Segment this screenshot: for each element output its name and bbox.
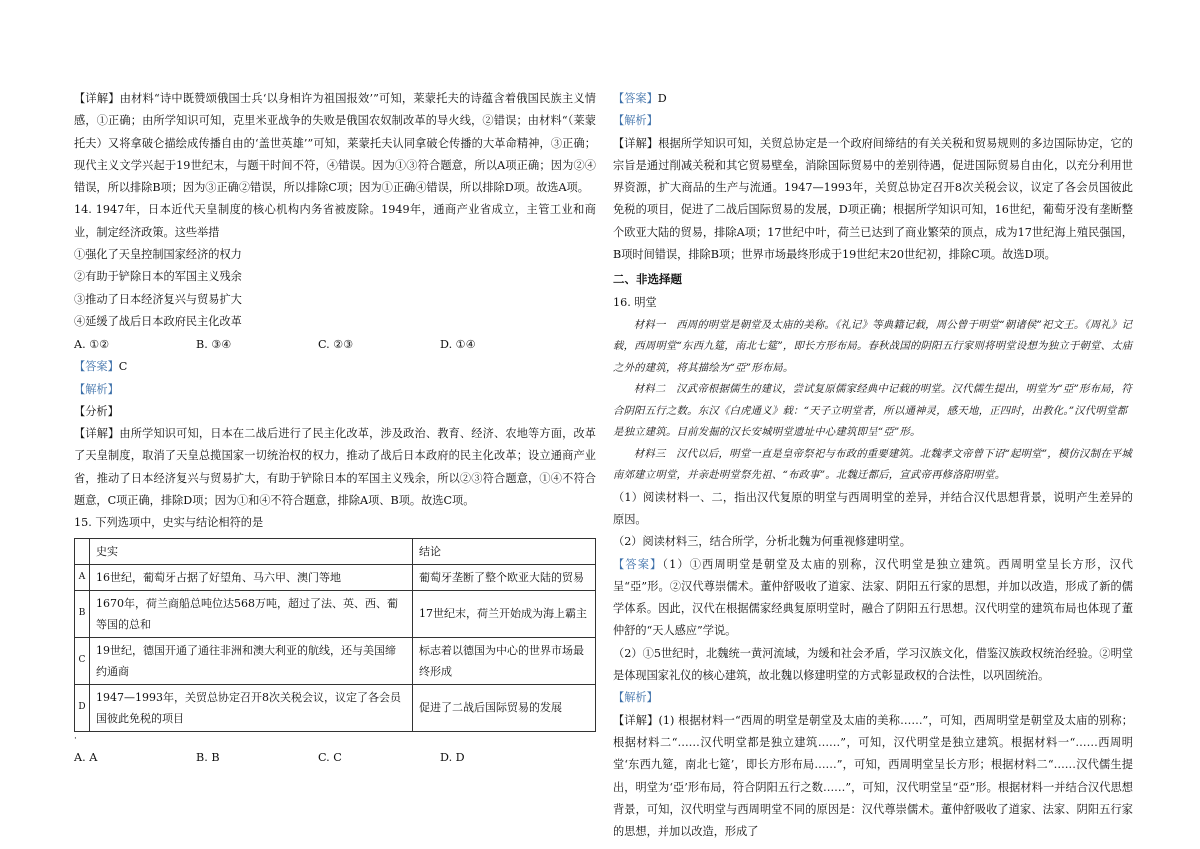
row-conclusion: 葡萄牙垄断了整个欧亚大陆的贸易: [413, 564, 596, 590]
q16-answer-2: （2）①5世纪时，北魏统一黄河流域，为缓和社会矛盾，学习汉族文化，借鉴汉族政权统治经验。②明堂是体现国家礼仪的核心建筑，故北魏以修建明堂的方式彰显政权的合法性，以巩固统治。: [613, 646, 1133, 683]
table-row: [75, 564, 596, 590]
section-title: 二、非选择题: [613, 272, 682, 287]
q14-answer: [74, 356, 596, 378]
q14-option-d: D. ①④: [440, 338, 476, 352]
answer-text-1: （1）①西周明堂是朝堂及太庙的别称，汉代明堂是独立建筑。西周明堂呈长方形，汉代呈“亞”形。②汉代尊崇儒术。董仲舒吸收了道家、法家、阴阳五行家的思想，并加以改造，形成了新的儒学体系。因此，汉代在根据儒家经典复原明堂时，融合了阴阳五行思想。汉代明堂的建筑布局也体现了董仲舒的“天人感应”学说。: [613, 557, 1133, 638]
answer-value: D: [657, 92, 667, 105]
q14-option-c: C. ②③: [318, 338, 354, 352]
q15-detail: 【详解】根据所学知识可知，关贸总协定是一个政府间缔结的有关关税和贸易规则的多边国际协定，它的宗旨是通过削减关税和其它贸易壁垒，消除国际贸易中的差别待遇，促进国际贸易自由化，以充分利用世界资源，扩大商品的生产与流通。1947—1993年，关贸总协定召开8次关税会议，议定了各会员国彼此免税的项目，促进了二战后国际贸易的发展，D项正确；根据所学知识可知，16世纪，葡萄牙没有垄断整个欧亚大陆的贸易，排除A项；17世纪中叶，荷兰已达到了商业繁荣的顶点，成为17世纪海上殖民强国，B项时间错误，排除B项；世界市场最终形成于19世纪末20世纪初，排除C项。故选D项。: [613, 136, 1133, 262]
q14-options: [74, 333, 596, 356]
q16-analysis-tag: [613, 687, 1133, 709]
row-fact: 1670年，荷兰商船总吨位达568万吨，超过了法、英、西、葡等国的总和: [90, 590, 413, 637]
q15-option-a: A. A: [74, 750, 98, 764]
q14-item-1: ①强化了天皇控制国家经济的权力: [74, 248, 242, 262]
q16-material-1: 材料一 西周的明堂是朝堂及太庙的美称。《礼记》等典籍记载，周公曾于明堂“朝诸侯”祀文王。《周礼》记载，西周明堂“东西九筵，南北七筵”，即长方形布局。春秋战国的阴阳五行家则将明堂设想为独立于朝堂、太庙之外的建筑，将其描绘为“亞”形布局。: [613, 318, 1133, 374]
row-fact: 19世纪，德国开通了通往非洲和澳大利亚的航线，还与美国缔约通商: [90, 637, 413, 684]
q15-option-d: D. D: [440, 750, 465, 764]
q14-option-a: A. ①②: [74, 338, 110, 352]
row-conclusion: 17世纪末，荷兰开始成为海上霸主: [413, 590, 596, 637]
table-row: [75, 684, 596, 731]
answer-value: C: [118, 360, 128, 374]
q14-stem: 14. 1947年，日本近代天皇制度的核心机构内务省被废除。1949年，通商产业省成立，主管工业和商业，制定经济政策。这些举措: [74, 203, 596, 239]
row-label: D: [75, 684, 90, 731]
q16-answer-1: [613, 554, 1133, 643]
table-row: [75, 637, 596, 684]
analysis-tag: 【解析】: [74, 382, 119, 396]
row-label: B: [75, 590, 90, 637]
q15-table: [74, 538, 596, 732]
q16-material-3: 材料三 汉代以后，明堂一直是皇帝祭祀与布政的重要建筑。北魏孝文帝曾下诏“起明堂”，模仿汉制在平城南郊建立明堂，并亲赴明堂祭先祖、“布政事”。北魏迁都后，宣武帝再修洛阳明堂。: [613, 447, 1132, 482]
row-fact: 1947—1993年，关贸总协定召开8次关税会议，议定了各会员国彼此免税的项目: [90, 684, 413, 731]
q16-material-2: 材料二 汉武帝根据儒生的建议，尝试复原儒家经典中记载的明堂。汉代儒生提出，明堂为“亞”形布局，符合阴阳五行之数。东汉《白虎通义》载：“天子立明堂者，所以通神灵，感天地，正四时，出教化。”汉代明堂都是独立建筑。目前发掘的汉长安城明堂遗址中心建筑即呈“亞”形。: [613, 383, 1132, 439]
row-fact: 16世纪，葡萄牙占据了好望角、马六甲、澳门等地: [90, 564, 413, 590]
analysis-tag: 【解析】: [613, 691, 658, 705]
q16-question-2: （2）阅读材料三，结合所学，分析北魏为何重视修建明堂。: [613, 535, 911, 549]
table-row: [75, 590, 596, 637]
analysis-tag: 【解析】: [613, 114, 658, 128]
q14-option-b: B. ③④: [196, 338, 232, 352]
q14-detail: 【详解】由所学知识可知，日本在二战后进行了民主化改革，涉及政治、教育、经济、农地等方面，改革了天皇制度，取消了天皇总揽国家一切统治权的权力，推动了战后日本政府的民主化改革；设立通商产业省，推动了日本经济复兴与贸易扩大，有助于铲除日本的军国主义残余，所以②③符合题意，①④不符合题意，C项正确，排除D项；因为①和④不符合题意，排除A项、B项。故选C项。: [74, 427, 596, 508]
answer-tag: 【答案】: [613, 92, 658, 105]
q15-option-b: B. B: [196, 750, 220, 764]
q16-question-1: （1）阅读材料一、二，指出汉代复原的明堂与西周明堂的差异，并结合汉代思想背景，说明产生差异的原因。: [613, 490, 1133, 526]
left-column: [74, 88, 596, 769]
q15-options: [74, 746, 596, 769]
row-label: A: [75, 564, 90, 590]
q15-stem: 15. 下列选项中，史实与结论相符的是: [74, 516, 264, 530]
q14-item-3: ③推动了日本经济复兴与贸易扩大: [74, 292, 242, 306]
table-header-fact: 史实: [90, 538, 413, 564]
q15-option-c: C. C: [318, 750, 342, 764]
q13-detail: 【详解】由材料“诗中既赞颂俄国士兵‘以身相许为祖国报效’”可知，莱蒙托夫的诗蕴含着俄国民族主义情感，①正确；由所学知识可知，克里米亚战争的失败是俄国农奴制改革的导火线，②错误；由材料“（莱蒙托夫）又将拿破仑描绘成传播自由的‘盖世英雄’”可知，莱蒙托夫认同拿破仑传播的大革命精神，③正确；现代主义文学兴起于19世纪末，与题干时间不符，④错误。因为①③符合题意，所以A项正确；因为②④错误，所以排除B项；因为③正确②错误，所以排除C项；因为①正确④错误，所以排除D项。故选A项。: [74, 92, 596, 195]
table-header-row: [75, 538, 596, 564]
answer-tag: 【答案】: [613, 557, 663, 571]
table-header-conclusion: 结论: [413, 538, 596, 564]
row-conclusion: 标志着以德国为中心的世界市场最终形成: [413, 637, 596, 684]
q14-item-4: ④延缓了战后日本政府民主化改革: [74, 314, 242, 328]
q15-analysis-tag: [613, 110, 1133, 132]
row-conclusion: 促进了二战后国际贸易的发展: [413, 684, 596, 731]
q14-item-2: ②有助于铲除日本的军国主义残余: [74, 270, 242, 284]
paragraph-mark: ·: [74, 733, 77, 744]
answer-tag: 【答案】: [74, 360, 119, 374]
table-corner: [75, 538, 90, 564]
q16-detail: 【详解】(1) 根据材料一“西周的明堂是朝堂及太庙的美称……”，可知，西周明堂是朝堂及太庙的别称；根据材料二“……汉代明堂都是独立建筑……”，可知，汉代明堂是独立建筑。根据材料一“……西周明堂‘东西九筵，南北七筵’，即长方形布局……”，可知，西周明堂呈长方形；根据材料二“……汉代儒生提出，明堂为‘亞’形布局，符合阴阳五行之数……”，可知，汉代明堂呈“亞”形。根据材料一并结合汉代思想背景，可知，汉代明堂与西周明堂不同的原因是：汉代尊崇儒术。董仲舒吸收了道家、法家、阴阳五行家的思想，并加以改造，形成了: [613, 713, 1133, 839]
row-label: C: [75, 637, 90, 684]
q14-analysis-tag: [74, 379, 596, 401]
q14-fenxi: 【分析】: [74, 404, 119, 418]
right-column: [613, 88, 1133, 843]
q15-answer: [613, 88, 1133, 110]
q16-title: 16. 明堂: [613, 296, 657, 310]
